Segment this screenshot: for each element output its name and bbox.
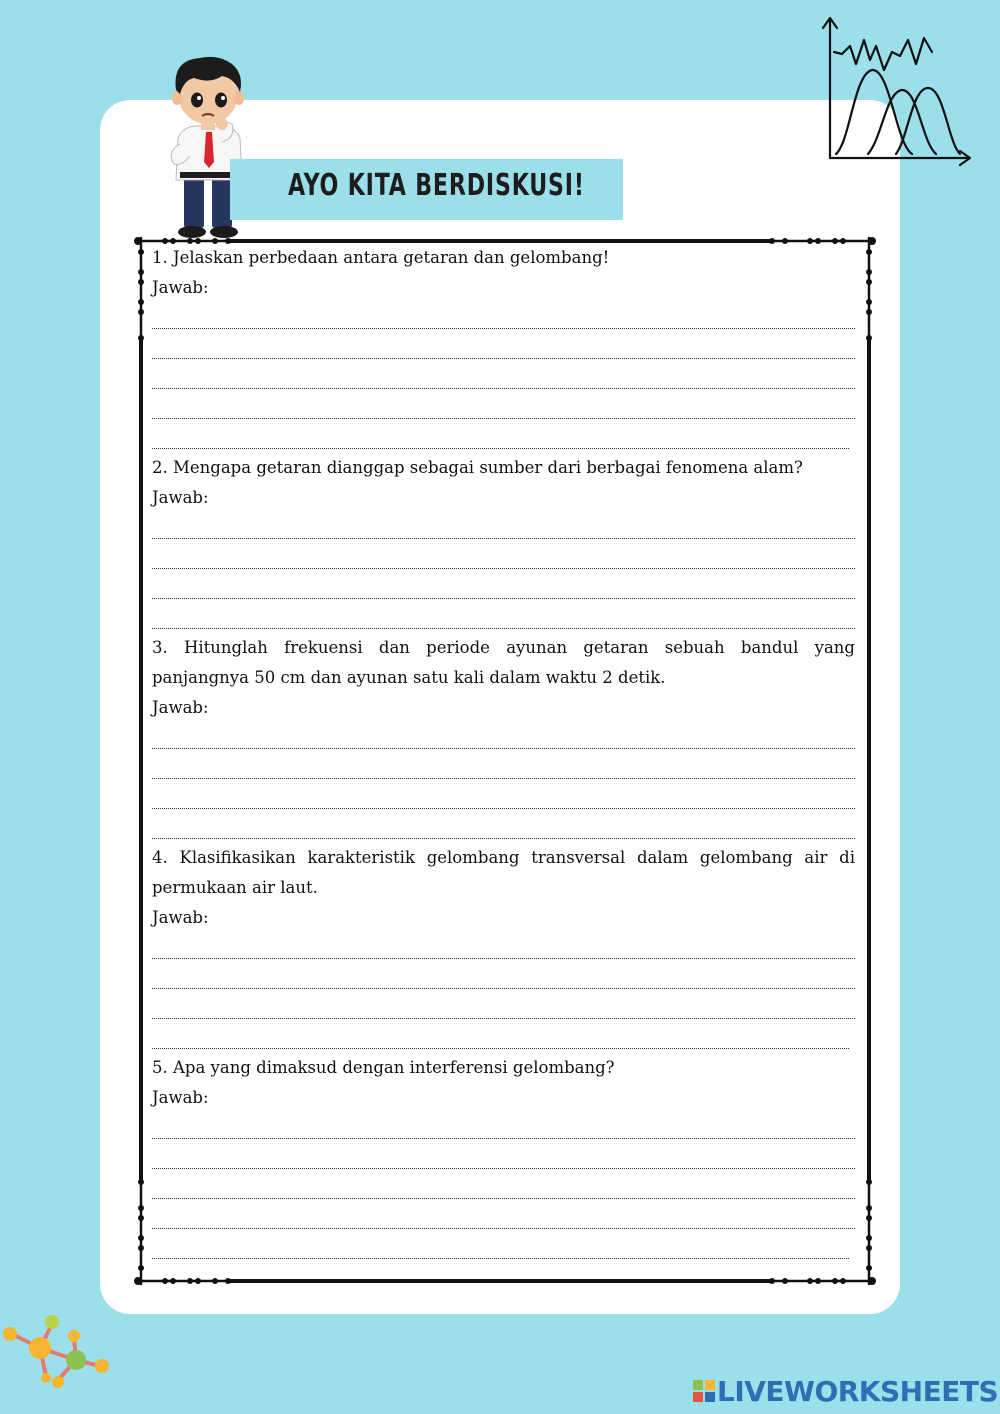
answer-line[interactable]: [152, 1143, 855, 1173]
liveworksheets-logo-icon: [693, 1380, 715, 1402]
answer-line[interactable]: [152, 813, 855, 843]
answer-line[interactable]: [152, 423, 855, 453]
answer-line[interactable]: [152, 723, 855, 753]
question-block: [152, 453, 855, 633]
question-text: 4. Klasifikasikan karakteristik gelombang transversal dalam gelombang air di permukaan air laut.: [152, 848, 855, 897]
answer-label: Jawab:: [152, 1088, 209, 1107]
question-block: [152, 843, 855, 1053]
answer-line[interactable]: [152, 543, 855, 573]
answer-line[interactable]: [152, 603, 855, 633]
answer-label: Jawab:: [152, 278, 209, 297]
question-text: 1. Jelaskan perbedaan antara getaran dan gelombang!: [152, 248, 610, 267]
answer-line[interactable]: [152, 1203, 855, 1233]
answer-line[interactable]: [152, 1113, 855, 1143]
answer-line[interactable]: [152, 513, 855, 543]
questions-section: [152, 243, 855, 1263]
page-title: AYO KITA BERDISKUSI!: [288, 168, 585, 203]
answer-line[interactable]: [152, 573, 855, 603]
answer-line[interactable]: [152, 753, 855, 783]
answer-label: Jawab:: [152, 908, 209, 927]
answer-line[interactable]: [152, 1173, 855, 1203]
answer-line[interactable]: [152, 363, 855, 393]
answer-label: Jawab:: [152, 488, 209, 507]
wave-graph-icon: [820, 12, 978, 168]
question-block: [152, 243, 855, 453]
question-text: 5. Apa yang dimaksud dengan interferensi gelombang?: [152, 1058, 615, 1077]
answer-line[interactable]: [152, 393, 855, 423]
answer-line[interactable]: [152, 303, 855, 333]
question-text: 3. Hitunglah frekuensi dan periode ayunan getaran sebuah bandul yang panjangnya 50 cm dan ayunan satu kali dalam waktu 2 detik.: [152, 638, 855, 687]
answer-line[interactable]: [152, 933, 855, 963]
molecule-icon: [0, 1310, 115, 1400]
question-block: [152, 633, 855, 843]
question-block: [152, 1053, 855, 1263]
answer-line[interactable]: [152, 783, 855, 813]
brand-logo[interactable]: [693, 1371, 998, 1411]
question-text: 2. Mengapa getaran dianggap sebagai sumber dari berbagai fenomena alam?: [152, 458, 803, 477]
brand-name: LIVEWORKSHEETS: [717, 1374, 999, 1408]
answer-line[interactable]: [152, 993, 855, 1023]
answer-line[interactable]: [152, 1233, 855, 1263]
answer-line[interactable]: [152, 963, 855, 993]
answer-line[interactable]: [152, 333, 855, 363]
answer-label: Jawab:: [152, 698, 209, 717]
answer-line[interactable]: [152, 1023, 855, 1053]
